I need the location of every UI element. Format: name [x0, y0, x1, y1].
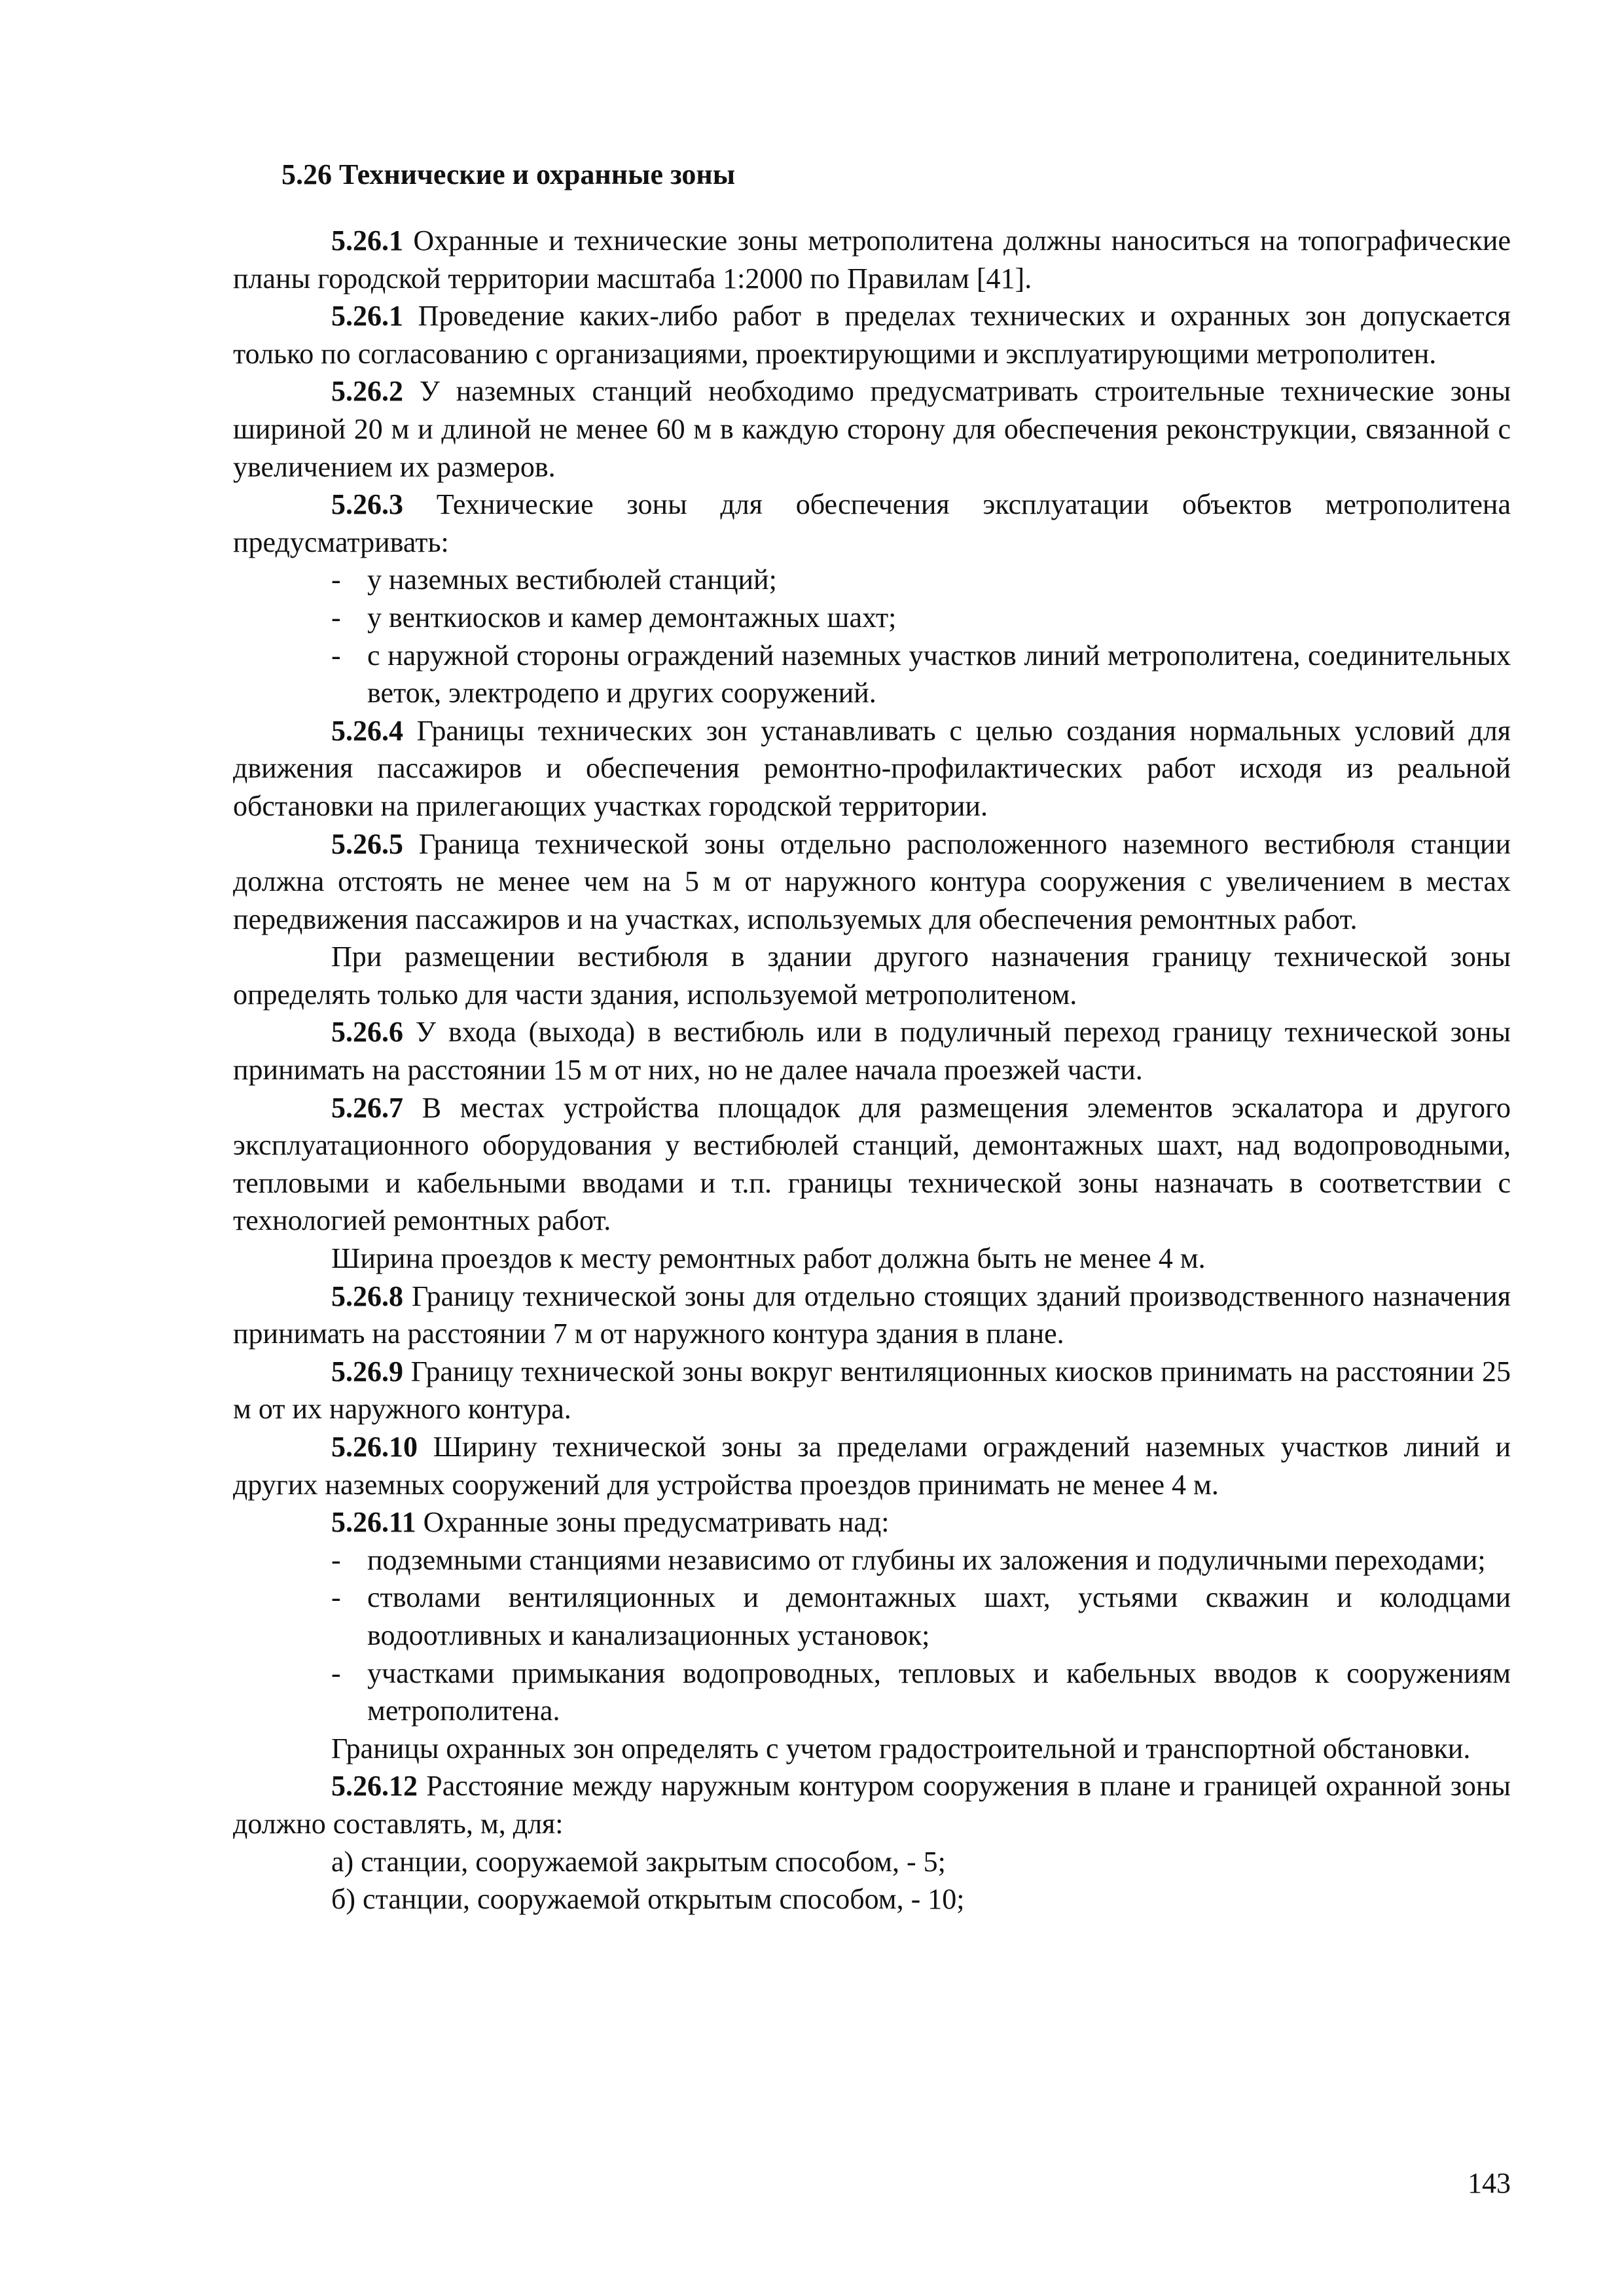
list-item: [233, 1541, 1511, 1579]
paragraph-5-26-4: [233, 712, 1511, 825]
clause-number: 5.26.10: [331, 1431, 418, 1463]
paragraph-5-26-8: [233, 1278, 1511, 1353]
clause-number: 5.26.5: [331, 827, 403, 860]
clause-number: 5.26.2: [331, 375, 403, 408]
paragraph-5-26-1b: [233, 297, 1511, 372]
paragraph-5-26-7: [233, 1089, 1511, 1240]
clause-text: Охранные зоны предусматривать над:: [416, 1506, 890, 1539]
list-item-text: у венткиосков и камер демонтажных шахт;: [367, 601, 897, 634]
list-item: [233, 561, 1511, 599]
paragraph-5-26-5: [233, 825, 1511, 939]
clause-number: 5.26.6: [331, 1016, 403, 1049]
list-item-text: стволами вентиляционных и демонтажных шахт, устьями скважин и колодцами водоотливных и канализационных установок;: [367, 1581, 1511, 1651]
list-item-text: подземными станциями независимо от глубины их заложения и подуличными переходами;: [367, 1543, 1486, 1576]
clause-number: 5.26.12: [331, 1770, 418, 1803]
dash-marker: -: [331, 639, 341, 672]
paragraph-5-26-2: [233, 372, 1511, 486]
clause-number: 5.26.1: [331, 300, 403, 332]
paragraph-5-26-11: [233, 1503, 1511, 1541]
list-item-text: с наружной стороны ограждений наземных участков линий метрополитена, соединительных веток, электродепо и других сооружений.: [367, 639, 1511, 709]
clause-text: Границу технической зоны для отдельно стоящих зданий производственного назначения принимать на расстоянии 7 м от наружного контура здания в плане.: [233, 1280, 1511, 1350]
clause-number: 5.26.1: [331, 224, 403, 257]
dash-marker: -: [331, 1657, 341, 1689]
list-item: [233, 1579, 1511, 1654]
dash-marker: -: [331, 601, 341, 634]
paragraph-5-26-12: [233, 1767, 1511, 1842]
paragraph-5-26-10: [233, 1428, 1511, 1503]
list-item-text: у наземных вестибюлей станций;: [367, 564, 777, 596]
clause-number: 5.26.4: [331, 714, 403, 747]
clause-text: Охранные и технические зоны метрополитена должны наноситься на топографические планы городской территории масштаба 1:2000 по Правилам [41].: [233, 224, 1511, 295]
paragraph-text: При размещении вестибюля в здании другого назначения границу технической зоны определять только для части здания, используемой метрополитеном.: [233, 941, 1511, 1011]
clause-text: У наземных станций необходимо предусматривать строительные технические зоны шириной 20 м и длиной не менее 60 м в каждую сторону для обеспечения реконструкции, связанной с увеличением их размеров.: [233, 375, 1511, 483]
paragraph-5-26-9: [233, 1353, 1511, 1428]
clause-number: 5.26.8: [331, 1280, 403, 1312]
clause-text: У входа (выхода) в вестибюль или в подуличный переход границу технической зоны принимать на расстоянии 15 м от них, но не далее начала проезжей части.: [233, 1016, 1511, 1086]
dash-marker: -: [331, 1581, 341, 1614]
paragraph-passage-width: [233, 1240, 1511, 1278]
clause-text: Граница технической зоны отдельно расположенного наземного вестибюля станции должна отстоять не менее чем на 5 м от наружного контура сооружения с увеличением в местах передвижения пассажиров и на участках, используемых для обеспечения ремонтных работ.: [233, 827, 1511, 935]
clause-text: Проведение каких-либо работ в пределах технических и охранных зон допускается только по согласованию с организациями, проектирующими и эксплуатирующими метрополитен.: [233, 300, 1511, 370]
clause-text: Ширину технической зоны за пределами ограждений наземных участков линий и других наземных сооружений для устройства проездов принимать не менее 4 м.: [233, 1431, 1511, 1501]
list-item: б) станции, сооружаемой открытым способом, - 10;: [331, 1883, 965, 1916]
paragraph-5-26-1a: [233, 222, 1511, 297]
clause-text: Границы технических зон устанавливать с целью создания нормальных условий для движения пассажиров и обеспечения ремонтно-профилактических работ исходя из реальной обстановки на прилегающих участках городской территории.: [233, 714, 1511, 822]
paragraph-5-26-3: [233, 486, 1511, 561]
clause-text: Расстояние между наружным контуром сооружения в плане и границей охранной зоны должно составлять, м, для:: [233, 1770, 1511, 1840]
clause-number: 5.26.7: [331, 1091, 403, 1124]
clause-number: 5.26.3: [331, 488, 403, 521]
paragraph-vestibule: [233, 938, 1511, 1013]
dash-marker: -: [331, 564, 341, 596]
clause-text: Технические зоны для обеспечения эксплуатации объектов метрополитена предусматривать:: [233, 488, 1511, 558]
clause-text: Границу технической зоны вокруг вентиляционных киосков принимать на расстоянии 25 м от их наружного контура.: [233, 1355, 1511, 1426]
dash-marker: -: [331, 1543, 341, 1576]
paragraph-protection-boundaries: [233, 1730, 1511, 1768]
paragraph-text: Ширина проездов к месту ремонтных работ должна быть не менее 4 м.: [331, 1242, 1206, 1275]
list-item: [233, 599, 1511, 637]
clause-number: 5.26.11: [331, 1506, 416, 1539]
page-number: 143: [1468, 2167, 1511, 2199]
paragraph-5-26-6: [233, 1013, 1511, 1088]
list-item-text: участками примыкания водопроводных, тепловых и кабельных вводов к сооружениям метрополитена.: [367, 1657, 1511, 1727]
list-item: а) станции, сооружаемой закрытым способом, - 5;: [331, 1845, 946, 1878]
clause-number: 5.26.9: [331, 1355, 403, 1388]
list-item: [233, 637, 1511, 712]
section-heading: 5.26 Технические и охранные зоны: [281, 158, 736, 190]
clause-text: В местах устройства площадок для размещения элементов эскалатора и другого эксплуатационного оборудования у вестибюлей станций, демонтажных шахт, над водопроводными, тепловыми и кабельными вводами и т.п. границы технической зоны назначать в соответствии с технологией ремонтных работ.: [233, 1091, 1511, 1237]
list-item: [233, 1655, 1511, 1730]
paragraph-text: Границы охранных зон определять с учетом градостроительной и транспортной обстановки.: [331, 1732, 1471, 1765]
document-body: [233, 222, 1511, 1918]
